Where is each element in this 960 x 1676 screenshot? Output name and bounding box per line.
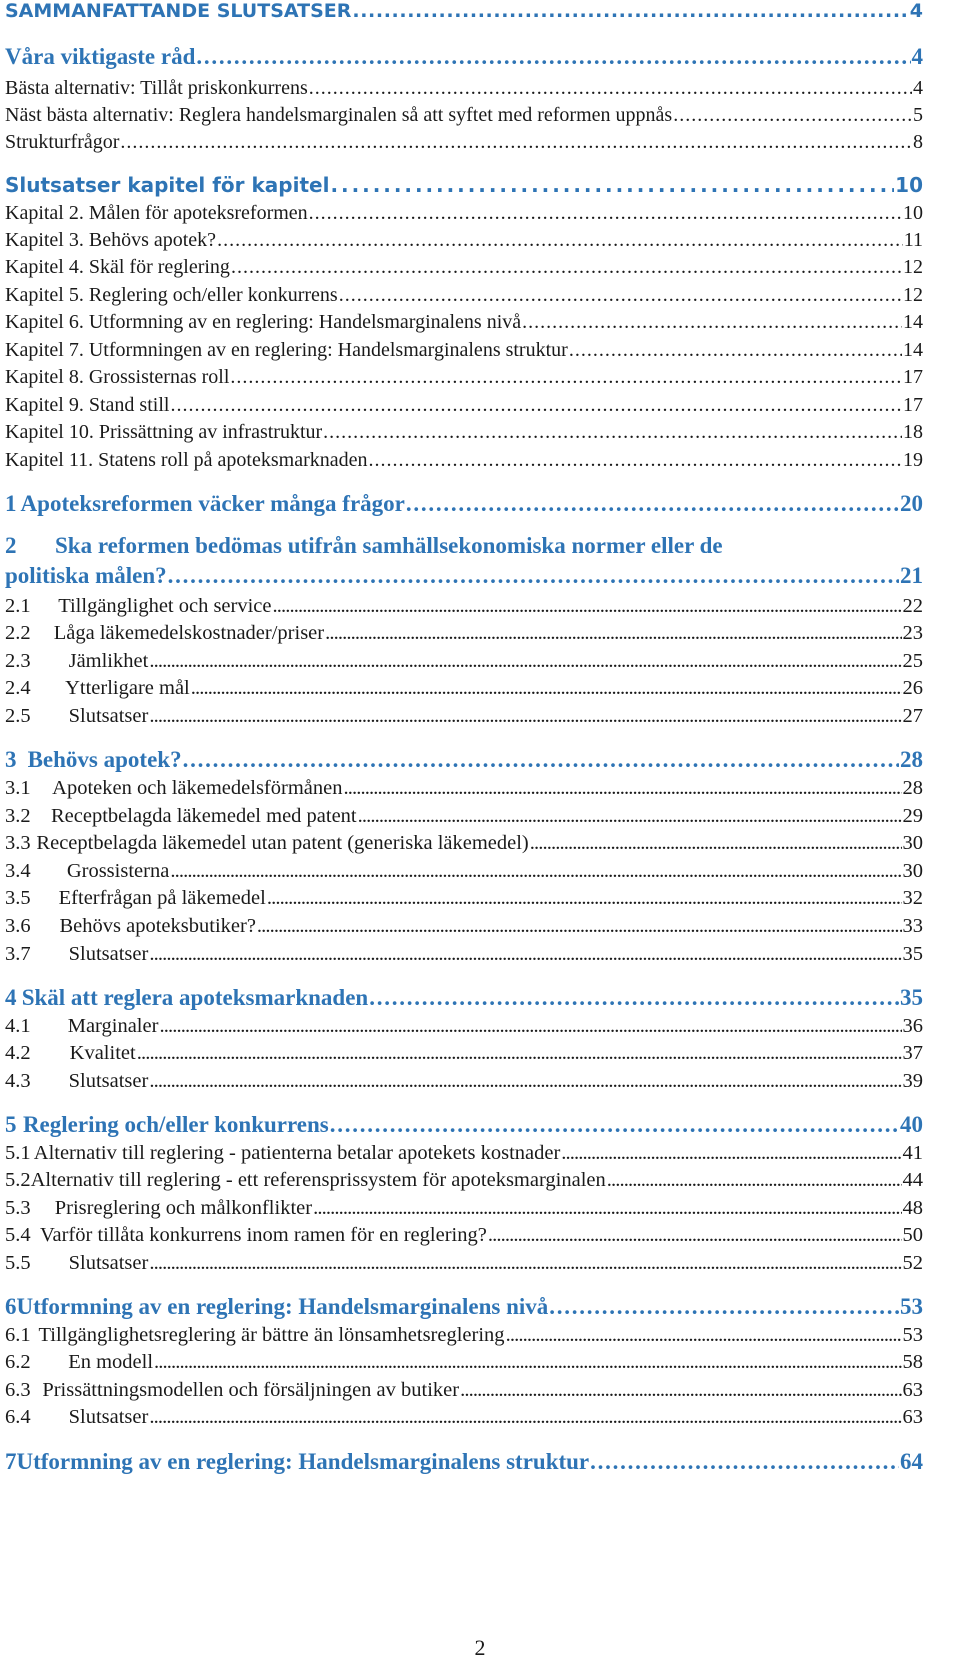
toc-entry-page: 19: [903, 449, 923, 471]
toc-entry-number: 3.1: [5, 777, 31, 799]
toc-entry[interactable]: [5, 449, 923, 472]
toc-entry-title: Kapitel 4. Skäl för reglering: [5, 256, 230, 278]
toc-entry-title: Låga läkemedelskostnader/priser: [53, 622, 325, 644]
toc-entry[interactable]: [5, 1224, 923, 1247]
toc-entry[interactable]: [5, 595, 923, 618]
toc-entry-page: 25: [902, 650, 923, 672]
toc-entry-title: Varför tillåta konkurrens inom ramen för en reglering?: [39, 1224, 487, 1246]
toc-entry[interactable]: [5, 394, 923, 417]
toc-entry[interactable]: [5, 339, 923, 362]
toc-entry[interactable]: [5, 943, 923, 966]
dot-leader: [522, 311, 902, 334]
toc-entry-page: 12: [903, 284, 923, 306]
dot-leader: [154, 1351, 901, 1374]
dot-leader: [369, 985, 899, 1011]
toc-entry[interactable]: [5, 1252, 923, 1275]
dot-leader: [569, 339, 902, 362]
toc-entry-title: Kapitel 5. Reglering och/eller konkurrens: [5, 284, 338, 306]
dot-leader: [267, 887, 902, 910]
toc-entry-page: 4: [911, 44, 923, 69]
toc-entry[interactable]: [5, 887, 923, 910]
dot-leader: [339, 284, 902, 307]
toc-entry-number: 5.5: [5, 1252, 31, 1274]
toc-entry-number: 5.3: [5, 1197, 31, 1219]
dot-leader: [149, 650, 901, 673]
toc-entry-title: Kapitel 8. Grossisternas roll: [5, 366, 230, 388]
toc-entry[interactable]: [5, 1070, 923, 1093]
toc-entry-page: 10: [903, 202, 923, 224]
toc-entry-line-1: [5, 533, 723, 559]
toc-entry[interactable]: [5, 1379, 923, 1402]
toc-entry-number: 3.6: [5, 915, 31, 937]
toc-entry[interactable]: [5, 677, 923, 700]
dot-leader: [217, 229, 903, 252]
toc-entry[interactable]: [5, 229, 923, 252]
toc-entry-page: 53: [900, 1294, 923, 1319]
dot-leader: [149, 705, 901, 728]
dot-leader: [590, 1449, 899, 1475]
toc-entry-number: 2: [5, 533, 17, 558]
toc-entry-page: 50: [902, 1224, 923, 1246]
toc-entry-page: 40: [900, 1112, 923, 1137]
toc-entry-title: Kapitel 6. Utformning av en reglering: Handelsmarginalens nivå: [5, 311, 522, 333]
toc-entry-page: 53: [902, 1324, 923, 1346]
toc-entry[interactable]: [5, 491, 923, 517]
dot-leader: [607, 1169, 902, 1192]
toc-entry[interactable]: [5, 915, 923, 938]
toc-entry-page: 12: [903, 256, 923, 278]
dot-leader: [330, 173, 894, 197]
toc-entry-number: 5.1: [5, 1142, 31, 1164]
toc-entry[interactable]: [5, 832, 923, 855]
toc-entry[interactable]: [5, 421, 923, 444]
toc-entry-title: Bästa alternativ: Tillåt priskonkurrens: [5, 77, 308, 99]
dot-leader: [406, 491, 899, 517]
toc-entry[interactable]: [5, 563, 923, 589]
toc-entry-page: 11: [903, 229, 923, 251]
toc-entry-title: Slutsatser: [68, 1252, 149, 1274]
dot-leader: [170, 860, 901, 883]
toc-entry-title: Alternativ till reglering - patienterna betalar apotekets kostnader: [33, 1142, 561, 1164]
toc-entry[interactable]: [5, 1169, 923, 1192]
dot-leader: [352, 0, 908, 22]
toc-entry-page: 14: [903, 339, 923, 361]
toc-entry-number: 6: [5, 1294, 17, 1319]
toc-entry-page: 32: [902, 887, 923, 909]
toc-entry-page: 21: [900, 563, 923, 588]
toc-entry-number: 4.2: [5, 1042, 31, 1064]
toc-entry-title: En modell: [68, 1351, 154, 1373]
dot-leader: [343, 777, 901, 800]
dot-leader: [196, 44, 910, 70]
toc-entry-title: Kapitel 3. Behövs apotek?: [5, 229, 217, 251]
toc-entry-title: Prisreglering och målkonflikter: [54, 1197, 313, 1219]
dot-leader: [149, 1070, 901, 1093]
toc-entry-title: Receptbelagda läkemedel med patent: [50, 805, 357, 827]
toc-entry-title: Grossisterna: [66, 860, 170, 882]
toc-entry-page: 58: [902, 1351, 923, 1373]
toc-entry[interactable]: [5, 173, 923, 197]
toc-entry-number: 1: [5, 491, 17, 516]
dot-leader: [358, 805, 902, 828]
toc-entry[interactable]: [5, 284, 923, 307]
toc-entry[interactable]: [5, 104, 923, 127]
toc-entry-title: Slutsatser: [68, 1406, 149, 1428]
toc-entry-number: 6.2: [5, 1351, 31, 1373]
toc-entry-title: Ytterligare mål: [65, 677, 190, 699]
toc-entry-number: 3: [5, 747, 17, 772]
toc-entry-number: 2.2: [5, 622, 31, 644]
toc-entry-page: 17: [903, 394, 923, 416]
toc-entry[interactable]: [5, 311, 923, 334]
toc-entry-title: Kvalitet: [69, 1042, 136, 1064]
toc-entry-page: 48: [902, 1197, 923, 1219]
toc-entry-page: 29: [902, 805, 923, 827]
page-number: 2: [474, 1635, 486, 1660]
toc-entry-title: Receptbelagda läkemedel utan patent (generiska läkemedel): [36, 832, 529, 854]
toc-entry-page: 39: [902, 1070, 923, 1092]
toc-entry[interactable]: [5, 1406, 923, 1429]
toc-entry-number: 6.4: [5, 1406, 31, 1428]
dot-leader: [149, 1252, 901, 1275]
toc-entry[interactable]: [5, 44, 923, 70]
toc-entry-page: 28: [902, 777, 923, 799]
dot-leader: [273, 595, 902, 618]
toc-entry-title: Efterfrågan på läkemedel: [58, 887, 266, 909]
toc-entry-title: Behövs apotek?: [27, 747, 182, 772]
dot-leader: [323, 421, 902, 444]
dot-leader: [460, 1379, 901, 1402]
toc-entry-page: 14: [903, 311, 923, 333]
toc-entry-title: Alternativ till reglering - ett referensprissystem för apoteksmarginalen: [30, 1169, 606, 1191]
dot-leader: [230, 366, 902, 389]
toc-entry-page: 4: [909, 0, 923, 22]
toc-entry-title: Kapitel 10. Prissättning av infrastruktur: [5, 421, 323, 443]
toc-entry[interactable]: [5, 650, 923, 673]
toc-entry-title: Behövs apoteksbutiker?: [59, 915, 256, 937]
toc-entry-page: 27: [902, 705, 923, 727]
toc-entry-number: 3.4: [5, 860, 31, 882]
toc-entry-page: 20: [900, 491, 923, 516]
toc-entry-page: 44: [902, 1169, 923, 1191]
dot-leader: [325, 622, 901, 645]
dot-leader: [191, 677, 902, 700]
toc-entry[interactable]: [5, 1042, 923, 1065]
toc-entry[interactable]: [5, 1294, 923, 1320]
toc-entry-number: 3.2: [5, 805, 31, 827]
toc-entry-title: SAMMANFATTANDE SLUTSATSER: [5, 0, 352, 22]
toc-entry-title: Tillgänglighet och service: [58, 595, 272, 617]
dot-leader: [673, 104, 912, 127]
toc-entry-title: Prissättningsmodellen och försäljningen av butiker: [42, 1379, 460, 1401]
toc-entry[interactable]: [5, 705, 923, 728]
toc-entry[interactable]: [5, 1197, 923, 1220]
toc-entry-title: Slutsatser: [68, 1070, 149, 1092]
dot-leader: [168, 563, 899, 589]
toc-entry-title: Strukturfrågor: [5, 131, 120, 153]
toc-entry-title: Kapitel 7. Utformningen av en reglering: Handelsmarginalens struktur: [5, 339, 568, 361]
toc-entry-title: Kapitel 11. Statens roll på apoteksmarknaden: [5, 449, 368, 471]
toc-entry-page: 36: [902, 1015, 923, 1037]
toc-entry-page: 30: [902, 860, 923, 882]
toc-entry-title: Kapitel 9. Stand still: [5, 394, 170, 416]
dot-leader: [159, 1015, 901, 1038]
toc-entry-title: Slutsatser: [68, 943, 149, 965]
toc-entry-title-continued: politiska målen?: [5, 563, 167, 588]
dot-leader: [231, 256, 902, 279]
toc-entry-page: 41: [902, 1142, 923, 1164]
dot-leader: [149, 943, 901, 966]
toc-entry-page: 33: [902, 915, 923, 937]
toc-entry-number: 3.5: [5, 887, 31, 909]
toc-entry-page: 35: [900, 985, 923, 1010]
toc-entry[interactable]: [5, 1142, 923, 1165]
toc-entry-title: Tillgänglighetsreglering är bättre än lönsamhetsreglering: [38, 1324, 505, 1346]
toc-entry-number: 2.4: [5, 677, 31, 699]
dot-leader: [506, 1324, 902, 1347]
toc-entry-page: 17: [903, 366, 923, 388]
toc-entry-number: 2.3: [5, 650, 31, 672]
dot-leader: [257, 915, 902, 938]
toc-entry-page: 23: [902, 622, 923, 644]
toc-entry[interactable]: [5, 1351, 923, 1374]
dot-leader: [549, 1294, 899, 1320]
dot-leader: [170, 394, 902, 417]
toc-entry[interactable]: [5, 860, 923, 883]
toc-entry-page: 8: [913, 131, 923, 153]
toc-entry-title: Apoteken och läkemedelsförmånen: [52, 777, 343, 799]
toc-entry-title: Ska reformen bedömas utifrån samhällsekonomiska normer eller de: [55, 533, 723, 558]
toc-entry-page: 63: [902, 1379, 923, 1401]
dot-leader: [137, 1042, 902, 1065]
toc-entry-page: 63: [902, 1406, 923, 1428]
toc-entry-page: 4: [913, 77, 923, 99]
toc-entry[interactable]: [5, 202, 923, 225]
toc-entry-number: 4.1: [5, 1015, 31, 1037]
toc-entry-number: 3.7: [5, 943, 31, 965]
toc-entry-title: Näst bästa alternativ: Reglera handelsmarginalen så att syftet med reformen uppnås: [5, 104, 673, 126]
toc-entry[interactable]: [5, 985, 923, 1011]
toc-entry-number: 6.1: [5, 1324, 31, 1346]
toc-entry[interactable]: [5, 366, 923, 389]
toc-entry-title: Våra viktigaste råd: [5, 44, 196, 69]
dot-leader: [530, 832, 902, 855]
toc-entry-number: 7: [5, 1449, 17, 1474]
toc-entry-page: 52: [902, 1252, 923, 1274]
dot-leader: [149, 1406, 901, 1429]
toc-entry-page: 35: [902, 943, 923, 965]
toc-entry-number: 3.3: [5, 832, 31, 854]
toc-entry-page: 37: [902, 1042, 923, 1064]
toc-entry-title: Kapital 2. Målen för apoteksreformen: [5, 202, 308, 224]
toc-entry-page: 18: [903, 421, 923, 443]
toc-entry[interactable]: [5, 747, 923, 773]
toc-entry-page: 30: [902, 832, 923, 854]
toc-entry[interactable]: [5, 777, 923, 800]
toc-entry-number: 6.3: [5, 1379, 31, 1401]
toc-entry-title: Utformning av en reglering: Handelsmarginalens struktur: [16, 1449, 590, 1474]
toc-entry-number: 2.1: [5, 595, 31, 617]
toc-entry-number: 4: [5, 985, 17, 1010]
toc-entry-page: 5: [913, 104, 923, 126]
toc-entry[interactable]: [5, 77, 923, 100]
toc-entry-title: Slutsatser kapitel för kapitel: [5, 173, 330, 197]
toc-entry[interactable]: [5, 1449, 923, 1475]
toc-entry[interactable]: [5, 1112, 923, 1138]
dot-leader: [309, 202, 902, 225]
toc-entry-title: Utformning av en reglering: Handelsmarginalens nivå: [16, 1294, 549, 1319]
toc-entry-number: 5.2: [5, 1169, 31, 1191]
dot-leader: [330, 1112, 899, 1138]
toc-entry[interactable]: [5, 0, 923, 22]
toc-entry-number: 2.5: [5, 705, 31, 727]
toc-entry-number: 5: [5, 1112, 17, 1137]
toc-entry[interactable]: [5, 1015, 923, 1038]
dot-leader: [120, 131, 912, 154]
toc-entry-page: 26: [902, 677, 923, 699]
dot-leader: [309, 77, 912, 100]
toc-entry-page: 10: [895, 173, 923, 197]
dot-leader: [369, 449, 903, 472]
toc-entry-number: 4.3: [5, 1070, 31, 1092]
dot-leader: [183, 747, 899, 773]
toc-entry-number: 5.4: [5, 1224, 31, 1246]
toc-entry-title: Slutsatser: [68, 705, 149, 727]
toc-entry[interactable]: [5, 131, 923, 154]
toc-entry[interactable]: [5, 256, 923, 279]
dot-leader: [313, 1197, 901, 1220]
dot-leader: [561, 1142, 901, 1165]
toc-entry[interactable]: [5, 1324, 923, 1347]
toc-entry-title: Marginaler: [67, 1015, 159, 1037]
toc-entry-title: Jämlikhet: [68, 650, 149, 672]
toc-entry-title: Skäl att reglera apoteksmarknaden: [21, 985, 369, 1010]
toc-entry[interactable]: [5, 622, 923, 645]
toc-entry[interactable]: [5, 805, 923, 828]
toc-entry-page: 28: [900, 747, 923, 772]
dot-leader: [488, 1224, 902, 1247]
toc-entry-page: 22: [902, 595, 923, 617]
toc-entry-title: Apoteksreformen väcker många frågor: [20, 491, 405, 516]
toc-entry-page: 64: [900, 1449, 923, 1474]
toc-entry-title: Reglering och/eller konkurrens: [22, 1112, 329, 1137]
